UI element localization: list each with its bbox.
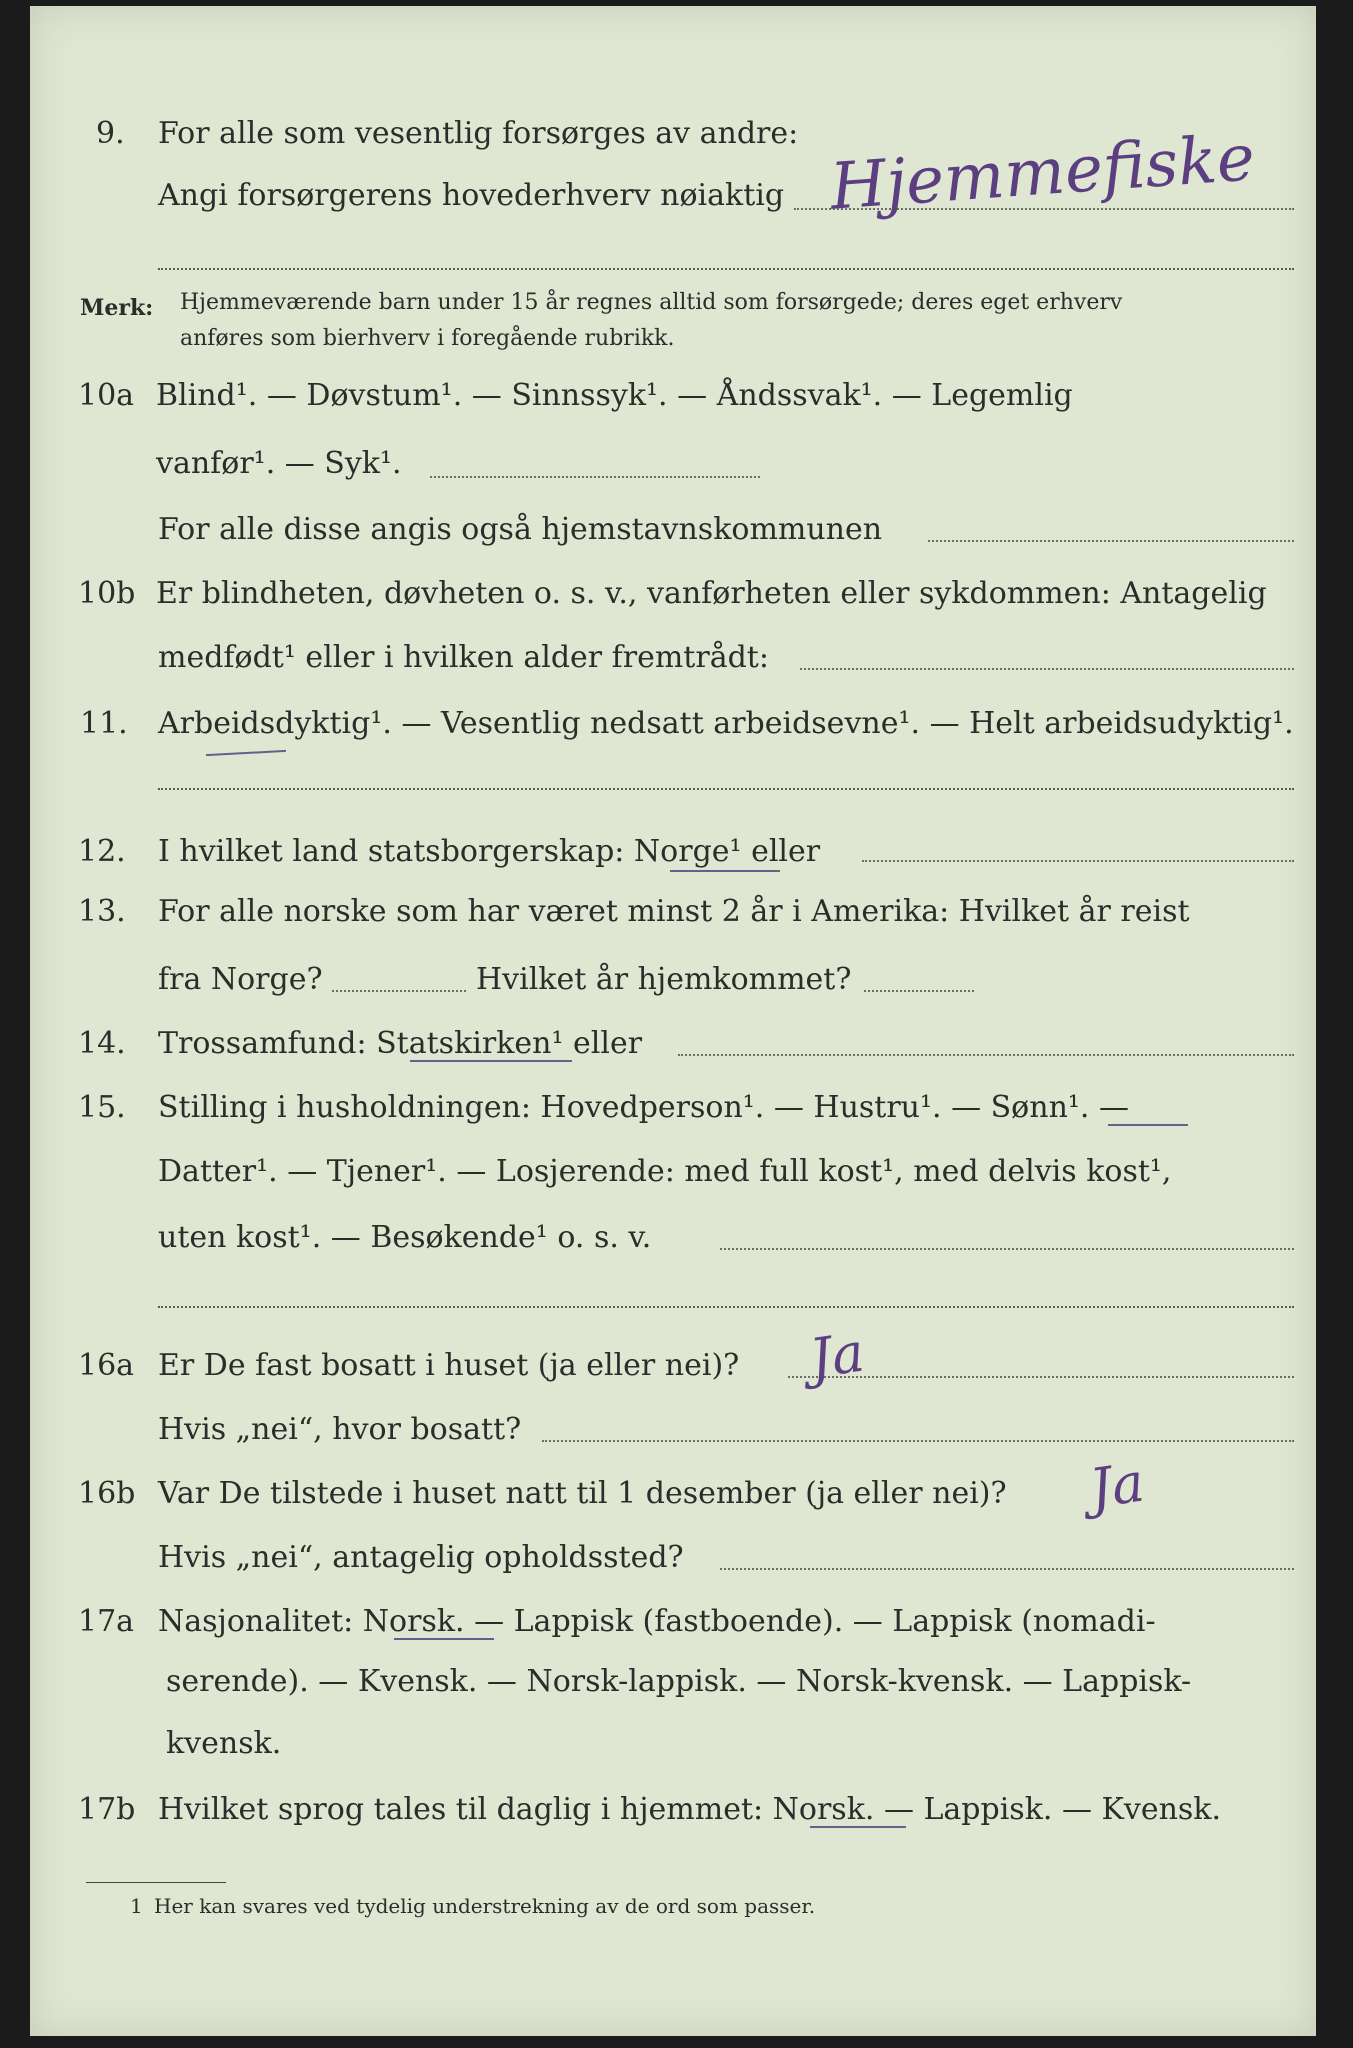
q13-line1: For alle norske som har været minst 2 år i Amerika: Hvilket år reist (158, 894, 1190, 929)
q13-line2a: fra Norge? (158, 962, 323, 997)
q11-number: 11. (80, 706, 128, 741)
q17a-line1: Nasjonalitet: Norsk. — Lappisk (fastboende). — Lappisk (nomadi- (158, 1604, 1156, 1639)
merk-line2: anføres som bierhverv i foregående rubrikk. (180, 326, 675, 351)
q10b-line1: Er blindheten, døvheten o. s. v., vanførheten eller sykdommen: Antagelig (156, 576, 1267, 611)
q16a-number: 16a (78, 1348, 135, 1383)
q17b-line1: Hvilket sprog tales til daglig i hjemmet: Norsk. — Lappisk. — Kvensk. (158, 1792, 1222, 1827)
q9-line1: For alle som vesentlig forsørges av andre: (158, 116, 799, 151)
q10b-number: 10b (78, 576, 136, 611)
q17a-line3: kvensk. (166, 1726, 282, 1761)
q10a-line2: vanfør¹. — Syk¹. (156, 446, 402, 481)
q15-line3: uten kost¹. — Besøkende¹ o. s. v. (158, 1220, 652, 1255)
merk-label: Merk: (80, 295, 154, 321)
q10a-line1: Blind¹. — Døvstum¹. — Sinnssyk¹. — Åndssvak¹. — Legemlig (156, 378, 1073, 413)
q11-extra-line (158, 788, 1294, 790)
q17a-number: 17a (78, 1604, 135, 1639)
q14-number: 14. (78, 1026, 126, 1061)
q17b-number: 17b (78, 1792, 136, 1827)
q15-extra-line (158, 1306, 1294, 1308)
q12-norge-underline (670, 870, 780, 872)
q10a-home-fill-line (928, 540, 1294, 542)
footnote-separator (86, 1882, 226, 1883)
q16a-line2: Hvis „nei“, hvor bosatt? (158, 1412, 522, 1447)
q13-reist-fill-line (332, 990, 466, 992)
q11-line1: Arbeidsdyktig¹. — Vesentlig nedsatt arbeidsevne¹. — Helt arbeidsudyktig¹. (158, 706, 1294, 741)
q16b-number: 16b (78, 1476, 136, 1511)
q15-line2: Datter¹. — Tjener¹. — Losjerende: med full kost¹, med delvis kost¹, (158, 1154, 1172, 1189)
q16a-line1: Er De fast bosatt i huset (ja eller nei)? (158, 1348, 740, 1383)
q9-number: 9. (96, 116, 125, 151)
q16b-line2: Hvis „nei“, antagelig opholdssted? (158, 1540, 684, 1575)
q14-fill-line (678, 1054, 1294, 1056)
q14-statskirken-underline (410, 1060, 572, 1062)
q12-fill-line (862, 860, 1294, 862)
q15-line1: Stilling i husholdningen: Hovedperson¹. — Hustru¹. — Sønn¹. — (158, 1090, 1129, 1125)
q11-ink-underline (206, 750, 286, 756)
q16b-fill-line (720, 1568, 1294, 1570)
q9-extra-line (158, 268, 1294, 270)
q10a-fill-line (430, 476, 760, 478)
q15-fill-line (720, 1248, 1294, 1250)
q10a-number: 10a (78, 378, 135, 413)
q12-line1: I hvilket land statsborgerskap: Norge¹ eller (158, 834, 821, 869)
q13-number: 13. (78, 894, 126, 929)
merk-line1: Hjemmeværende barn under 15 år regnes alltid som forsørgede; deres eget erhverv (180, 290, 1123, 315)
q10b-fill-line (800, 668, 1294, 670)
q15-number: 15. (78, 1090, 126, 1125)
q17a-norsk-underline (394, 1638, 494, 1640)
q13-hjem-fill-line (864, 990, 974, 992)
footnote-text: Her kan svares ved tydelig understrekning av de ord som passer. (154, 1894, 816, 1918)
q10b-line2: medfødt¹ eller i hvilken alder fremtrådt: (158, 640, 769, 675)
q12-number: 12. (78, 834, 126, 869)
q17b-norsk-underline (810, 1826, 906, 1828)
footnote-mark: 1 (130, 1894, 143, 1918)
q17a-line2: serende). — Kvensk. — Norsk-lappisk. — Norsk-kvensk. — Lappisk- (166, 1664, 1192, 1699)
q16a-bosatt-fill-line (542, 1440, 1294, 1442)
q14-line1: Trossamfund: Statskirken¹ eller (158, 1026, 643, 1061)
census-form-page (30, 6, 1316, 2036)
q9-handwritten-answer: Hjemmefiske (827, 121, 1258, 225)
q13-line2b: Hvilket år hjemkommet? (476, 962, 852, 997)
q15-sonn-underline (1108, 1124, 1188, 1126)
q10a-line3: For alle disse angis også hjemstavnskommunen (158, 512, 883, 547)
q9-line2: Angi forsørgerens hovederhverv nøiaktig (158, 178, 785, 213)
q16b-line1: Var De tilstede i huset natt til 1 desember (ja eller nei)? (158, 1476, 1007, 1511)
q16b-handwritten-answer: Ja (1085, 1450, 1148, 1521)
q16a-handwritten-answer: Ja (805, 1320, 868, 1391)
